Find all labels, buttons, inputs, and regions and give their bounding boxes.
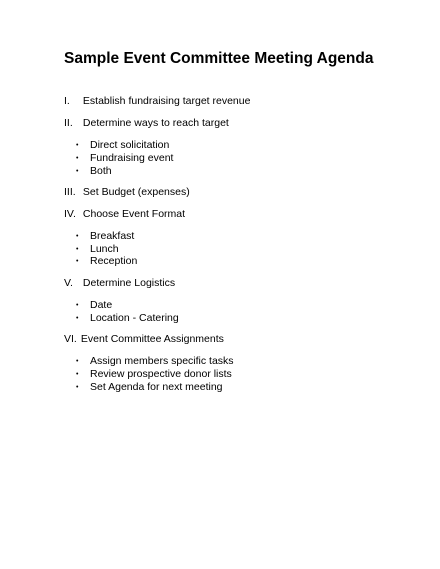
list-item-text: Lunch <box>90 243 119 255</box>
list-item-text: Review prospective donor lists <box>90 368 232 380</box>
bullet-icon: • <box>76 142 79 149</box>
section-number: VI. <box>64 333 77 345</box>
bullet-icon: • <box>76 233 79 240</box>
agenda-section-4 <box>64 207 185 221</box>
bullet-icon: • <box>76 246 79 253</box>
section-text: Determine Logistics <box>82 277 176 289</box>
bullet-icon: • <box>76 168 79 175</box>
bullet-icon: • <box>76 384 79 391</box>
document-title: Sample Event Committee Meeting Agenda <box>64 50 374 67</box>
section-text: Determine ways to reach target <box>82 117 229 129</box>
list-item-text: Reception <box>90 255 138 267</box>
section-number: II. <box>64 117 73 129</box>
bullet-icon: • <box>76 371 79 378</box>
list-item <box>76 380 223 395</box>
list-item <box>76 254 137 269</box>
section-number: V. <box>64 277 73 289</box>
list-item <box>76 311 179 326</box>
bullet-icon: • <box>76 155 79 162</box>
list-item-text: Direct solicitation <box>90 139 170 151</box>
bullet-icon: • <box>76 258 79 265</box>
bullet-icon: • <box>76 358 79 365</box>
list-item-text: Breakfast <box>90 230 135 242</box>
list-item-text: Date <box>90 299 113 311</box>
list-item-text: Fundraising event <box>90 152 174 164</box>
list-item-text: Both <box>90 165 112 177</box>
list-item <box>76 164 112 179</box>
section-text: Set Budget (expenses) <box>82 186 190 198</box>
section-text: Choose Event Format <box>82 208 186 220</box>
bullet-icon: • <box>76 315 79 322</box>
agenda-section-5 <box>64 276 175 290</box>
agenda-section-1 <box>64 94 250 108</box>
section-number: IV. <box>64 208 76 220</box>
section-number: I. <box>64 95 70 107</box>
section-text: Establish fundraising target revenue <box>82 95 251 107</box>
bullet-icon: • <box>76 302 79 309</box>
section-number: III. <box>64 186 76 198</box>
agenda-section-6 <box>64 332 224 346</box>
section-text: Event Committee Assignments <box>80 333 224 345</box>
list-item-text: Assign members specific tasks <box>90 355 234 367</box>
list-item-text: Set Agenda for next meeting <box>90 381 223 393</box>
agenda-section-2 <box>64 116 229 130</box>
list-item-text: Location - Catering <box>90 312 179 324</box>
agenda-section-3 <box>64 185 190 199</box>
